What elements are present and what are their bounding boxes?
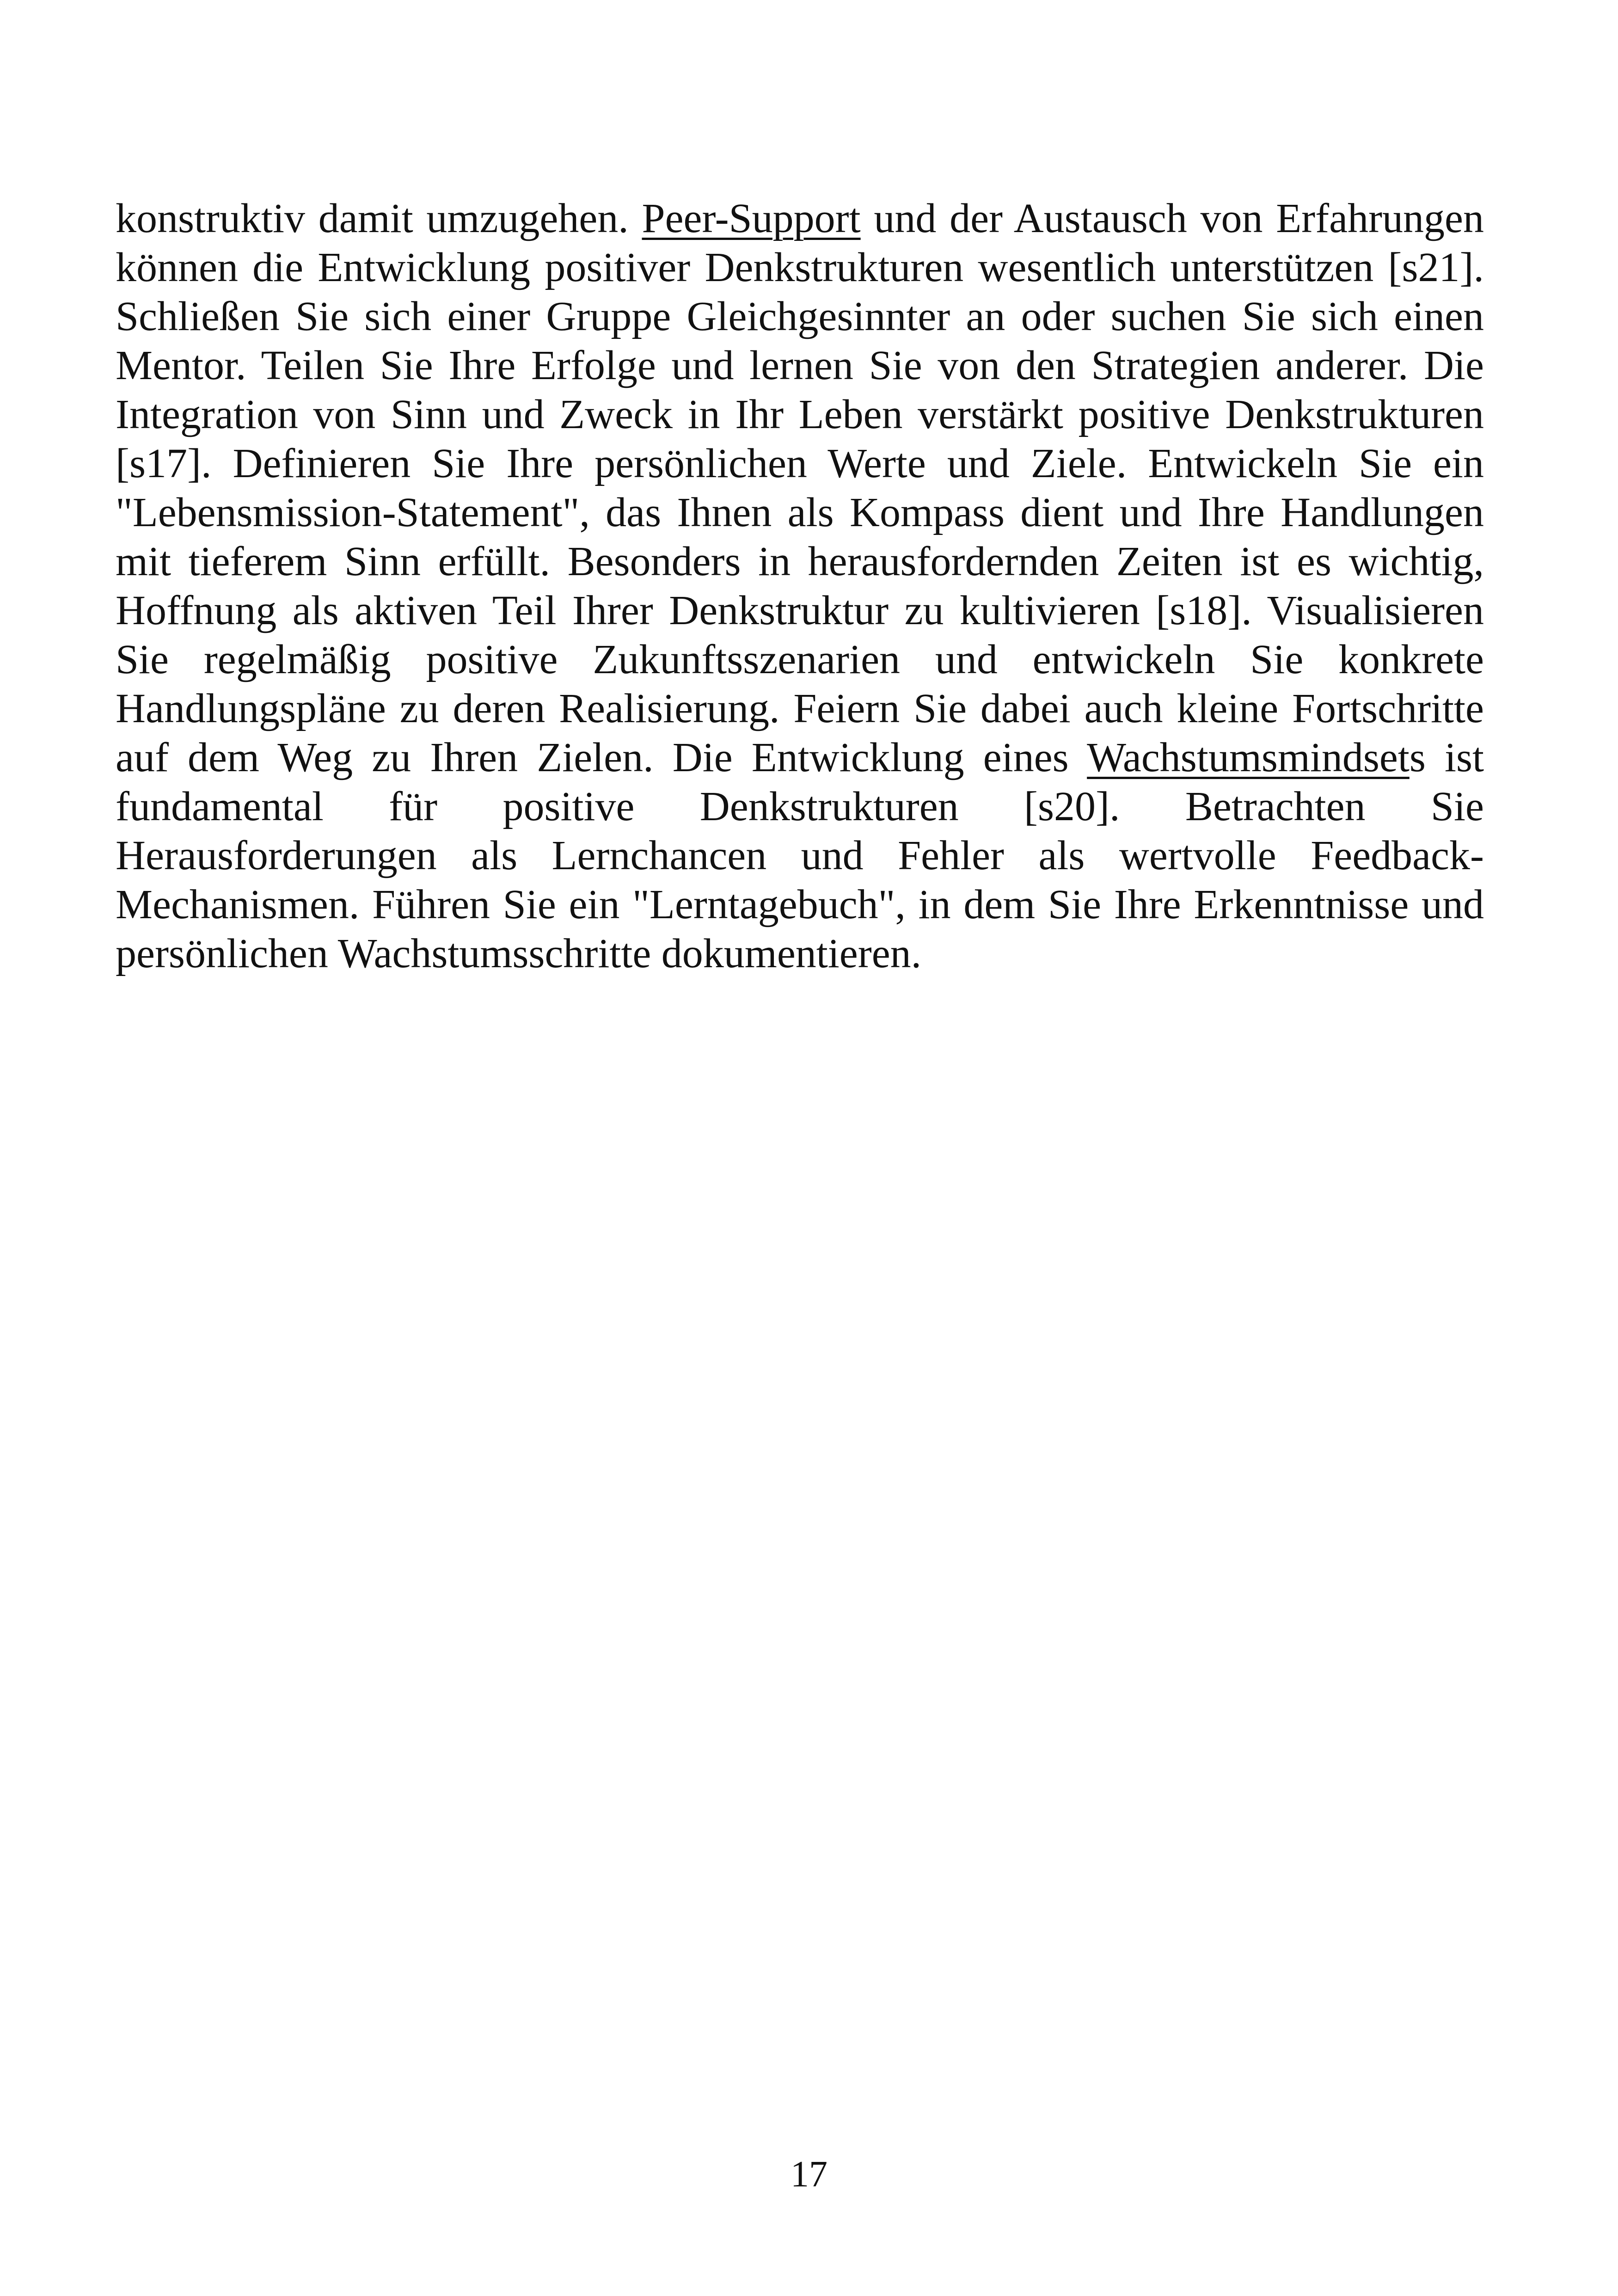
wachstumsmindset-link[interactable]: Wachstumsmindset bbox=[1087, 735, 1410, 780]
paragraph-text-part-1: konstruktiv damit umzugehen. bbox=[116, 196, 642, 241]
body-paragraph bbox=[116, 194, 1484, 978]
paragraph-text-part-3: s ist fundamental für positive Denkstrukturen [s20]. Betrachten Sie Herausforderungen als Lernchancen und Fehler als wertvolle Feedback-Mechanismen. Führen Sie ein "Lerntagebuch", in dem Sie Ihre Erkenntnisse und persönlichen Wachstumsschritte dokumentieren. bbox=[116, 735, 1484, 976]
peer-support-link[interactable]: Peer-Support bbox=[642, 196, 861, 241]
paragraph-text-part-2: und der Austausch von Erfahrungen können die Entwicklung positiver Denkstrukturen wesentlich unterstützen [s21]. Schließen Sie sich einer Gruppe Gleichgesinnter an oder suchen Sie sich einen Mentor. Teilen Sie Ihre Erfolge und lernen Sie von den Strategien anderer. Die Integration von Sinn und Zweck in Ihr Leben verstärkt positive Denkstrukturen [s17]. Definieren Sie Ihre persönlichen Werte und Ziele. Entwickeln Sie ein "Lebensmission-Statement", das Ihnen als Kompass dient und Ihre Handlungen mit tieferem Sinn erfüllt. Besonders in herausfordernden Zeiten ist es wichtig, Hoffnung als aktiven Teil Ihrer Denkstruktur zu kultivieren [s18]. Visualisieren Sie regelmäßig positive Zukunftsszenarien und entwickeln Sie konkrete Handlungspläne zu deren Realisierung. Feiern Sie dabei auch kleine Fortschritte auf dem Weg zu Ihren Zielen. Die Entwicklung eines bbox=[116, 196, 1484, 780]
page-number: 17 bbox=[791, 2154, 827, 2195]
